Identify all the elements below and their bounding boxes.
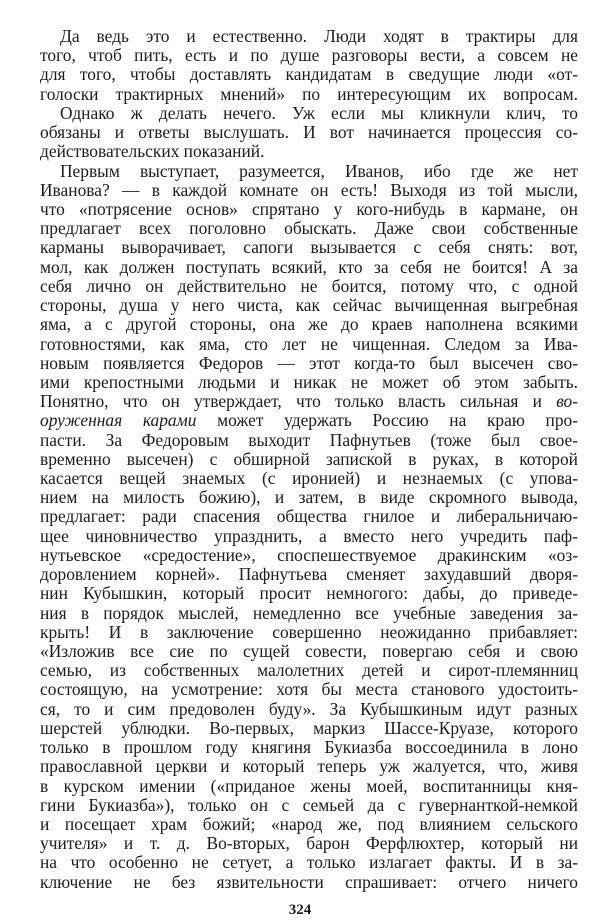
line-text: и посещает храм божий; «народ же, под влиянием сельского — [40, 814, 578, 834]
line-text: щее чиновничество упразднить, а вместо него учредить паф- — [40, 526, 578, 546]
line-text: Понятно, что он утверждает, что только власть сильная и — [40, 392, 557, 412]
text-line — [40, 738, 578, 757]
text-line — [40, 142, 578, 161]
text-line — [40, 584, 578, 603]
line-text: семью, из собственных малолетних детей и сирот-племянниц — [40, 661, 578, 681]
line-text: Иванова? — в каждой комнате он есть! Выходя из той мысли, — [40, 180, 578, 200]
text-line — [40, 873, 578, 892]
line-text: предлагает всех поголовно обыскать. Даже свои собственные — [40, 219, 578, 239]
line-text: на что особенно не сетует, а только излагает факты. И в за- — [40, 853, 578, 873]
italic-text: оруженная карами — [40, 411, 197, 431]
line-text: нием на милость божию), и затем, в виде скромного вывода, — [40, 488, 578, 508]
line-text: шерстей ублюдки. Во-первых, маркиз Шассе-Круазе, которого — [40, 718, 578, 738]
text-line — [40, 181, 578, 200]
line-text: пасти. За Федоровым выходит Пафнутьев (тоже был свое- — [40, 430, 578, 450]
line-text: себя лично он действительно не боится, потому что, с одной — [40, 276, 578, 296]
text-line — [40, 296, 578, 315]
line-text: голоски трактирных мнений» по интересующим их вопросам. — [40, 84, 578, 104]
text-line — [40, 238, 578, 257]
line-text: может удержать Россию на краю про- — [196, 411, 578, 431]
line-text: готовностями, как яма, сто лет не чищенная. Следом за Ива- — [40, 334, 578, 354]
line-text: Да ведь это и естественно. Люди ходят в трактиры для — [60, 27, 578, 46]
line-text: крыть! И в заключение совершенно неожиданно прибавляет: — [40, 622, 578, 642]
line-text: «Изложив все сие по сущей совести, повергаю себя и свою — [40, 642, 578, 661]
text-line — [40, 392, 578, 411]
text-line — [40, 46, 578, 65]
text-line — [40, 162, 578, 181]
line-text: нутьевское «средостение», споспешествуемое дракинским «оз- — [40, 545, 578, 565]
text-line — [40, 565, 578, 584]
line-text: в курском имении («приданое жены моей, воспитанницы кня- — [40, 776, 578, 796]
line-text: ся, то и сим предоволен буду». За Кубышкиным идут разных — [40, 699, 578, 719]
text-line — [40, 450, 578, 469]
text-line — [40, 200, 578, 219]
line-text: обязаны и ответы выслушать. И вот начинается процессия со- — [40, 123, 578, 143]
line-text: новым появляется Федоров — этот когда-то был высечен сво- — [40, 353, 578, 373]
line-text: карманы выворачивает, сапоги вызывается с себя снять: вот, — [40, 238, 578, 258]
text-line — [40, 488, 578, 507]
line-text: ния в порядок мыслей, немедленно все учебные заведения за- — [40, 603, 578, 623]
text-line — [40, 623, 578, 642]
text-line — [40, 604, 578, 623]
line-text: предлагает: ради спасения общества гнилое и либеральничаю- — [40, 507, 578, 527]
text-line — [40, 219, 578, 238]
text-line — [40, 719, 578, 738]
line-text: гини Букиазба»), только он с семьей да с гувернанткой-немкой — [40, 795, 578, 815]
line-text: яма, а с другой стороны, она же до краев наполнена всякими — [40, 315, 578, 335]
text-line — [40, 834, 578, 853]
text-line — [40, 777, 578, 796]
text-line — [40, 680, 578, 699]
text-line — [40, 258, 578, 277]
line-text: нин Кубышкин, который просит немногого: дабы, до приведе- — [40, 584, 578, 604]
text-line — [40, 546, 578, 565]
text-line — [40, 104, 578, 123]
line-text: касается вещей знаемых (с иронией) и незнаемых (с упова- — [40, 469, 578, 489]
text-line — [40, 431, 578, 450]
text-line — [40, 354, 578, 373]
line-text: ими крепостными людьми и никак не может об этом забыть. — [40, 372, 578, 392]
text-line — [40, 661, 578, 680]
line-text: ключение не без язвительности спрашивает: отчего ничего — [40, 872, 578, 892]
line-text: действовательских показаний. — [40, 142, 265, 162]
text-line — [40, 507, 578, 526]
text-line — [40, 700, 578, 719]
line-text: только в прошлом году княгиня Букиазба воссоединила в лоно — [40, 738, 578, 758]
text-line — [40, 796, 578, 815]
line-text: мол, как должен поступать всякий, кто за себя не боится! А за — [40, 257, 578, 277]
text-line — [40, 315, 578, 334]
text-line — [40, 65, 578, 84]
text-line — [40, 85, 578, 104]
line-text: доровлением корней». Пафнутьева сменяет захудавший дворя- — [40, 565, 578, 585]
text-line — [40, 469, 578, 488]
text-line — [40, 815, 578, 834]
line-text: того, чтоб пить, есть и по душе разговоры вести, а совсем не — [40, 46, 578, 66]
text-line — [40, 335, 578, 354]
text-line — [40, 642, 578, 661]
page-body-text — [40, 27, 578, 892]
line-text: для того, чтобы доставлять кандидатам в сведущие люди «от- — [40, 65, 578, 85]
text-line — [40, 853, 578, 872]
line-text: Однако ж делать нечего. Уж если мы кликнули клич, то — [60, 103, 578, 123]
text-line — [40, 527, 578, 546]
line-text: учителя» и т. д. Во-вторых, барон Ферфлюхтер, который ни — [40, 834, 578, 854]
italic-text: во- — [556, 392, 578, 412]
line-text: стороны, душа у него чиста, как сейчас вычищенная выгребная — [40, 296, 578, 316]
text-line — [40, 277, 578, 296]
line-text: что «потрясение основ» спрятано у кого-нибудь в кармане, он — [40, 199, 578, 219]
line-text: Первым выступает, разумеется, Иванов, ибо где же нет — [60, 161, 578, 181]
text-line — [40, 123, 578, 142]
line-text: временно высечен) с обширной запиской в руках, в которой — [40, 449, 578, 469]
line-text: состоящую, на усмотрение: хотя бы места станового удостоить- — [40, 680, 578, 700]
line-text: православной церкви и который теперь уж жалуется, что, живя — [40, 757, 578, 777]
text-line — [40, 373, 578, 392]
text-line — [40, 411, 578, 430]
text-line — [40, 27, 578, 46]
page-number: 324 — [288, 902, 312, 918]
text-line — [40, 757, 578, 776]
